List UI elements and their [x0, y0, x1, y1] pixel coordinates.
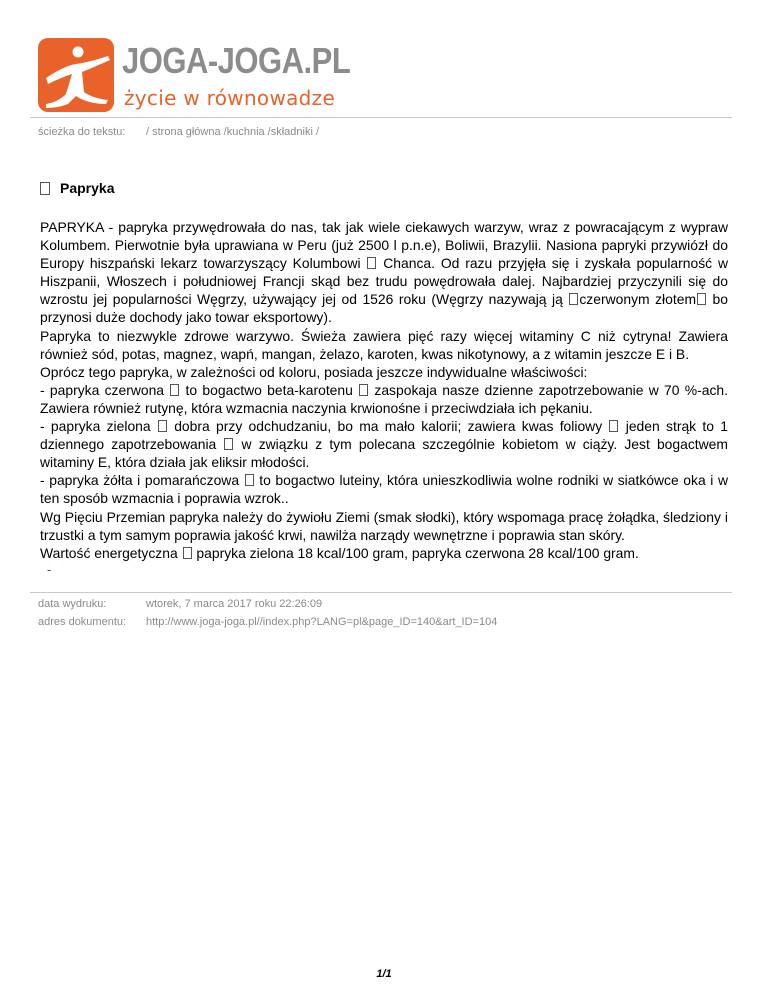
article-paragraph: [40, 327, 728, 363]
missing-glyph-icon: [40, 182, 50, 195]
site-logo[interactable]: [38, 38, 358, 112]
paragraph-text: Papryka to niezwykle zdrowe warzywo. Świeża zawiera pięć razy więcej witaminy C niż cytryna! Zawiera również sód, potas, magnez, wapń, mangan, żelazo, karoten, kwas nikotynowy, a z witamin jeszcze E i B.: [40, 327, 728, 362]
breadcrumb: / strona główna /kuchnia /składniki /: [146, 126, 320, 138]
missing-glyph-icon: [170, 384, 179, 396]
header-divider: [30, 117, 732, 118]
missing-glyph-icon: [609, 420, 618, 432]
missing-glyph-icon: [359, 384, 368, 396]
address-label: adres dokumentu:: [38, 616, 127, 628]
article-paragraph: [40, 508, 728, 544]
paragraph-text: Wartość energetyczna: [40, 544, 182, 561]
missing-glyph-icon: [183, 547, 192, 559]
missing-glyph-icon: [245, 474, 254, 486]
paragraph-text: - papryka żółta i pomarańczowa: [40, 472, 244, 489]
paragraph-text: jeden strąk to 1 dziennego zapotrzebowania: [40, 418, 728, 453]
paragraph-text: Chanca. Od razu przyjęła się i zyskała popularność w Hiszpanii, Włoszech i południowej Francji skąd bez trudu powędrowała dalej. Najbardziej przyczynili się do wzrostu jej popularności Węgrzy, używający jej od 1526 roku (Węgrzy nazywają ją: [40, 255, 728, 308]
link-dash[interactable]: -: [47, 562, 52, 577]
article-paragraph: [40, 381, 728, 417]
paragraph-text: bo przynosi duże dochody jako towar eksportowy).: [40, 291, 728, 326]
paragraph-text: papryka zielona 18 kcal/100 gram, papryka czerwona 28 kcal/100 gram.: [192, 544, 639, 561]
paragraph-text: Oprócz tego papryka, w zależności od koloru, posiada jeszcze indywidualne właściwości:: [40, 363, 588, 380]
paragraph-text: dobra przy odchudzaniu, bo ma mało kalorii; zawiera kwas foliowy: [167, 418, 609, 435]
article-paragraph: [40, 544, 728, 562]
missing-glyph-icon: [367, 257, 376, 269]
missing-glyph-icon: [697, 293, 706, 305]
print-date-value: wtorek, 7 marca 2017 roku 22:26:09: [146, 598, 323, 610]
site-tagline: życie w równowadze: [124, 86, 336, 110]
paragraph-text: to bogactwo beta-karotenu: [180, 381, 359, 398]
article-title: Papryka: [60, 180, 115, 196]
page-number: 1/1: [376, 968, 392, 980]
missing-glyph-icon: [569, 293, 578, 305]
document-address[interactable]: http://www.joga-joga.pl//index.php?LANG=pl&page_ID=140&art_ID=104: [146, 616, 498, 628]
article-paragraph: [40, 417, 728, 471]
missing-glyph-icon: [224, 438, 233, 450]
paragraph-text: w związku z tym polecana szczególnie kobietom w ciąży. Jest bogactwem witaminy E, która działa jak eliksir młodości.: [40, 436, 728, 471]
paragraph-text: to bogactwo luteiny, która unieszkodliwia wolne rodniki w siatkówce oka i w ten sposób wzmacnia i poprawia wzrok..: [40, 472, 728, 507]
paragraph-text: Wg Pięciu Przemian papryka należy do żywiołu Ziemi (smak słodki), który wspomaga pracę żołądka, śledziony i trzustki a tym samym poprawia jakość krwi, nawilża narządy wewnętrzne i poprawia stan skóry.: [40, 508, 728, 543]
paragraph-text: czerwonym złotem: [579, 291, 697, 308]
footer-divider: [30, 592, 732, 593]
article-paragraph: [40, 363, 728, 381]
print-date-label: data wydruku:: [38, 598, 107, 610]
article-paragraph: [40, 471, 728, 507]
article-body: [40, 218, 728, 562]
article-paragraph: [40, 218, 728, 327]
paragraph-text: PAPRYKA - papryka przywędrowała do nas, tak jak wiele ciekawych warzyw, wraz z powracającym z wypraw Kolumbem. Pierwotnie była uprawiana w Peru (już 2500 l p.n.e), Boliwii, Brazylii. Nasiona papryki przywiózł do Europy hiszpański lekarz towarzyszący Kolumbowi: [40, 219, 728, 272]
yoga-figure-icon: [38, 38, 114, 112]
paragraph-text: - papryka czerwona: [40, 381, 170, 398]
paragraph-text: - papryka zielona: [40, 418, 157, 435]
missing-glyph-icon: [158, 420, 167, 432]
paragraph-text: zaspokaja nasze dzienne zapotrzebowanie w 70 %-ach. Zawiera również rutynę, która wzmacnia naczynia krwionośne i przeciwdziała ich pękaniu.: [40, 381, 728, 416]
path-label: ścieżka do tekstu:: [38, 126, 126, 138]
site-name: JOGA-JOGA.PL: [122, 40, 351, 82]
